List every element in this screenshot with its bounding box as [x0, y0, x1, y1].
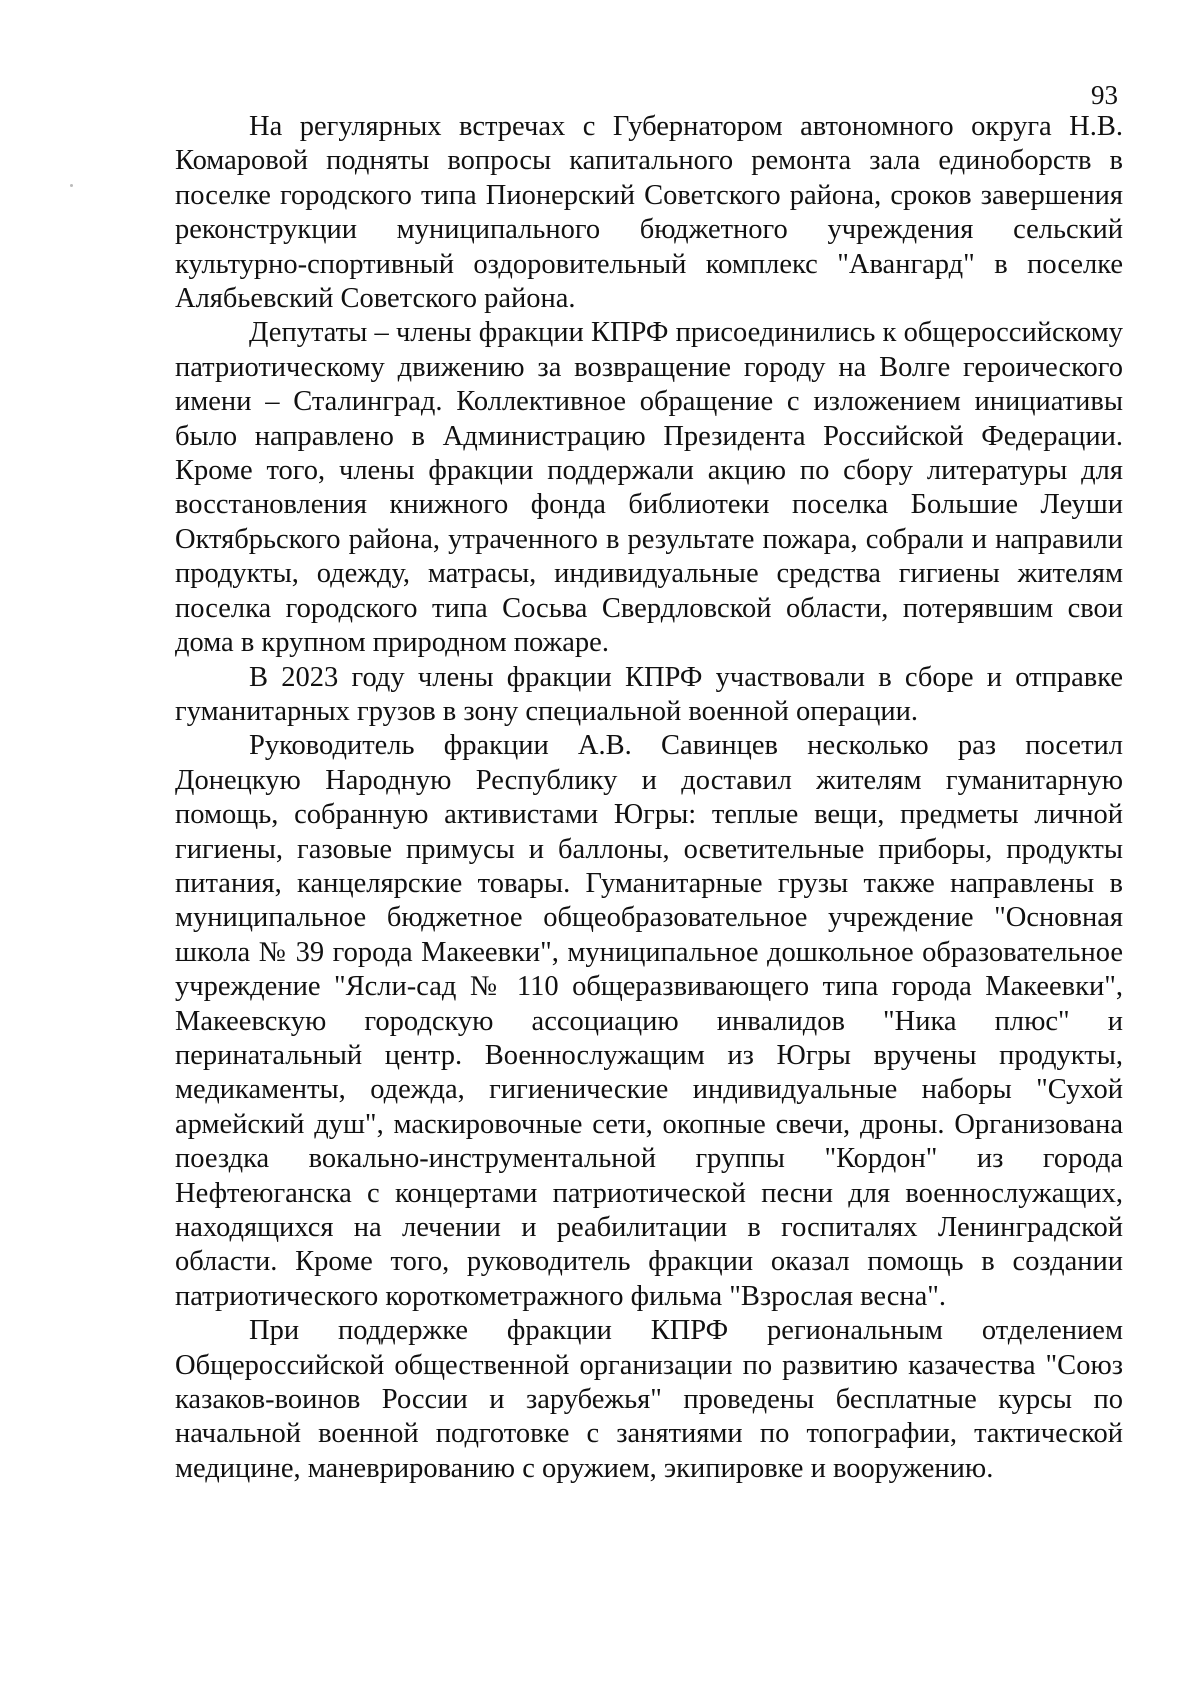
paragraph-humanitarian-cargo: В 2023 году члены фракции КПРФ участвовали в сборе и отправке гуманитарных грузов в зону специальной военной операции.: [175, 661, 1123, 727]
document-body: [175, 110, 1123, 1486]
paragraph-stalingrad-initiative: Депутаты – члены фракции КПРФ присоединились к общероссийскому патриотическому движению за возвращение городу на Волге героического имени – Сталинград. Коллективное обращение с изложением инициативы было направлено в Администрацию Президента Российской Федерации. Кроме того, члены фракции поддержали акцию по сбору литературы для восстановления книжного фонда библиотеки поселка Большие Леуши Октябрьского района, утраченного в результате пожара, собрали и направили продукты, одежду, матрасы, индивидуальные средства гигиены жителям поселка городского типа Сосьва Свердловской области, потерявшим свои дома в крупном природном пожаре.: [175, 317, 1123, 659]
paragraph-military-training: При поддержке фракции КПРФ региональным отделением Общероссийской общественной организации по развитию казачества "Союз казаков-воинов России и зарубежья" проведены бесплатные курсы по начальной военной подготовке с занятиями по топографии, тактической медицине, маневрированию с оружием, экипировке и вооружению.: [175, 1315, 1123, 1484]
scan-speck: [70, 184, 73, 187]
paragraph-donetsk-aid: Руководитель фракции А.В. Савинцев несколько раз посетил Донецкую Народную Республику и доставил жителям гуманитарную помощь, собранную активистами Югры: теплые вещи, предметы личной гигиены, газовые примусы и баллоны, осветительные приборы, продукты питания, канцелярские товары. Гуманитарные грузы также направлены в муниципальное бюджетное общеобразовательное учреждение "Основная школа № 39 города Макеевки", муниципальное дошкольное образовательное учреждение "Ясли-сад № 110 общеразвивающего типа города Макеевки", Макеевскую городскую ассоциацию инвалидов "Ника плюс" и перинатальный центр. Военнослужащим из Югры вручены продукты, медикаменты, одежда, гигиенические индивидуальные наборы "Сухой армейский душ", маскировочные сети, окопные свечи, дроны. Организована поездка вокально-инструментальной группы "Кордон" из города Нефтеюганска с концертами патриотической песни для военнослужащих, находящихся на лечении и реабилитации в госпиталях Ленинградской области. Кроме того, руководитель фракции оказал помощь в создании патриотического короткометражного фильма "Взрослая весна".: [175, 730, 1123, 1312]
paragraph-governor-meetings: На регулярных встречах с Губернатором автономного округа Н.В. Комаровой подняты вопросы капитального ремонта зала единоборств в поселке городского типа Пионерский Советского района, сроков завершения реконструкции муниципального бюджетного учреждения сельский культурно-спортивный оздоровительный комплекс "Авангард" в поселке Алябьевский Советского района.: [175, 111, 1123, 315]
page-number: 93: [1091, 80, 1118, 110]
